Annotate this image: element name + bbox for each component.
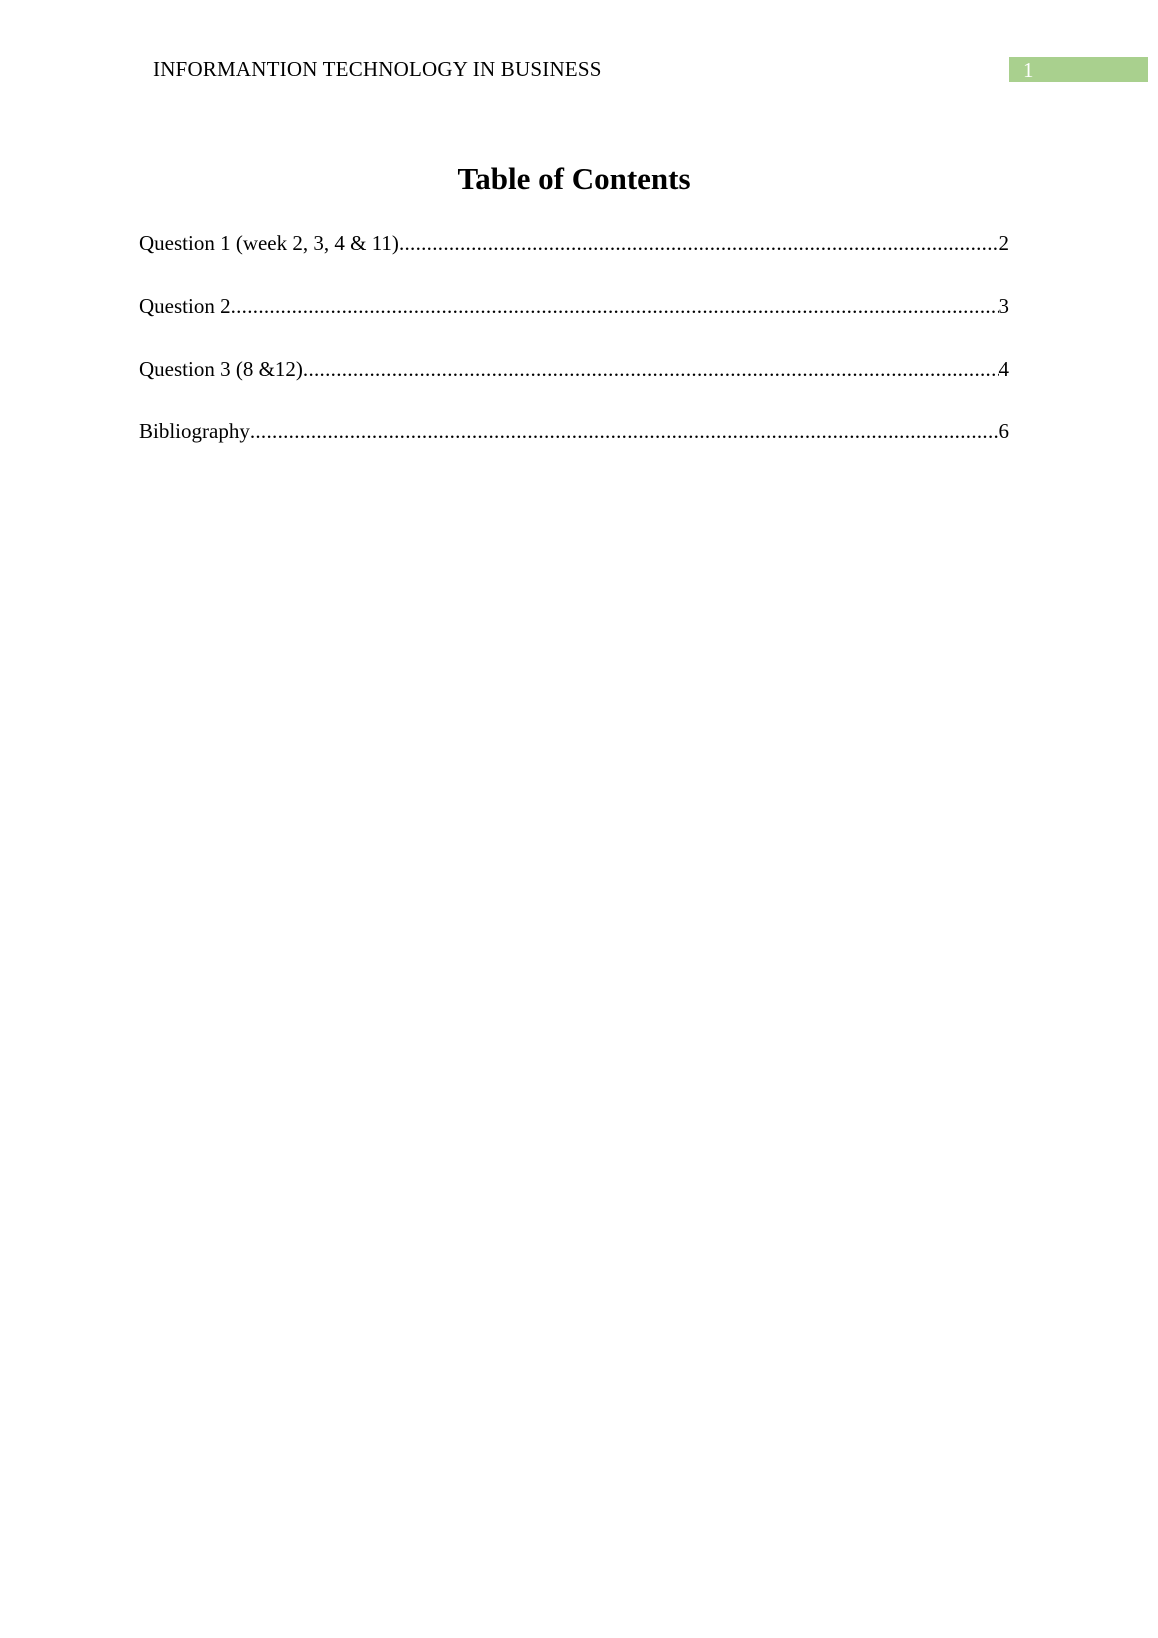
page-header <box>0 0 1158 100</box>
toc-entry-page: 3 <box>998 294 1009 318</box>
header-title: INFORMANTION TECHNOLOGY IN BUSINESS <box>153 57 602 81</box>
toc-dot-leader <box>399 230 999 256</box>
table-of-contents <box>139 230 1009 481</box>
toc-entry-question-1[interactable] <box>139 230 1009 293</box>
toc-entry-label: Question 1 (week 2, 3, 4 & 11) <box>139 231 399 255</box>
toc-entry-question-3[interactable] <box>139 356 1009 418</box>
toc-dot-leader <box>250 418 999 444</box>
toc-entry-label: Bibliography <box>139 419 250 443</box>
toc-entry-page: 4 <box>998 357 1009 381</box>
toc-entry-label: Question 2 <box>139 294 231 318</box>
toc-entry-question-2[interactable] <box>139 293 1009 356</box>
toc-dot-leader <box>231 293 999 319</box>
toc-entry-page: 2 <box>998 231 1009 255</box>
page-number-badge <box>1009 57 1148 82</box>
toc-dot-leader <box>303 356 999 382</box>
toc-title: Table of Contents <box>457 161 691 196</box>
toc-entry-page: 6 <box>998 419 1009 443</box>
toc-entry-bibliography[interactable] <box>139 418 1009 481</box>
toc-entry-label: Question 3 (8 &12) <box>139 357 303 381</box>
page-number: 1 <box>1023 58 1034 82</box>
